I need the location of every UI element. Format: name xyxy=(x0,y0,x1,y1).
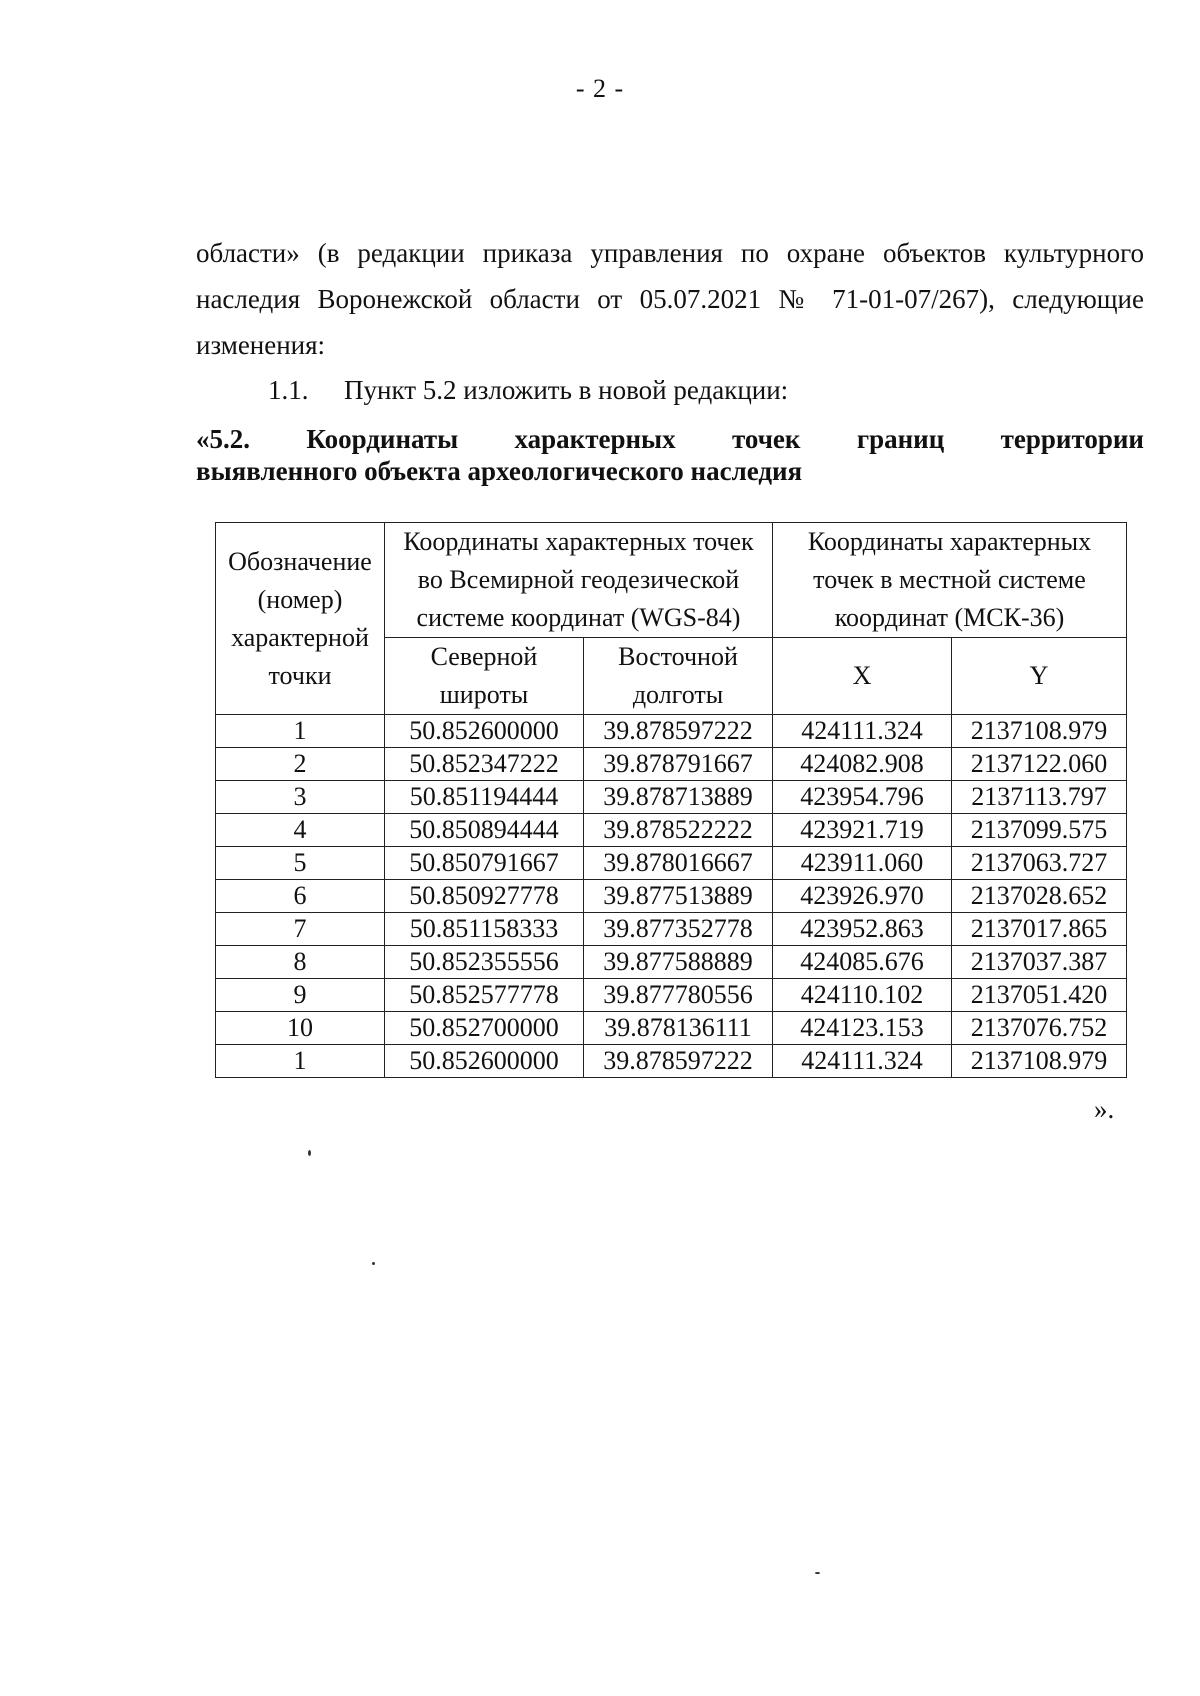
header-wgs84: Координаты характерных точек во Всемирной геодезической системе координат (WGS-84) xyxy=(385,523,773,638)
paragraph-line: изменения: xyxy=(196,330,326,360)
latitude-cell: 50.850791667 xyxy=(385,847,584,880)
y-cell: 2137122.060 xyxy=(952,748,1127,781)
list-item xyxy=(268,375,788,406)
latitude-cell: 50.852355556 xyxy=(385,946,584,979)
table-row xyxy=(216,715,1127,748)
point-id-cell: 2 xyxy=(216,748,385,781)
section-title-line-2: выявленного объекта археологического наследия xyxy=(196,456,803,486)
y-cell: 2137051.420 xyxy=(952,979,1127,1012)
scan-speck xyxy=(815,1572,820,1574)
y-cell: 2137108.979 xyxy=(952,1045,1127,1078)
latitude-cell: 50.852577778 xyxy=(385,979,584,1012)
point-id-cell: 9 xyxy=(216,979,385,1012)
longitude-cell: 39.878791667 xyxy=(584,748,773,781)
y-cell: 2137099.575 xyxy=(952,814,1127,847)
y-cell: 2137113.797 xyxy=(952,781,1127,814)
point-id-cell: 4 xyxy=(216,814,385,847)
table-row xyxy=(216,913,1127,946)
header-msk36: Координаты характерных точек в местной системе координат (МСК-36) xyxy=(773,523,1127,638)
table-row xyxy=(216,814,1127,847)
table-row xyxy=(216,1012,1127,1045)
longitude-cell: 39.878713889 xyxy=(584,781,773,814)
closing-quote: ». xyxy=(1094,1094,1115,1124)
x-cell: 423954.796 xyxy=(773,781,952,814)
point-id-cell: 8 xyxy=(216,946,385,979)
y-cell: 2137037.387 xyxy=(952,946,1127,979)
table-row xyxy=(216,847,1127,880)
x-cell: 423921.719 xyxy=(773,814,952,847)
latitude-cell: 50.850894444 xyxy=(385,814,584,847)
latitude-cell: 50.851158333 xyxy=(385,913,584,946)
section-title xyxy=(196,423,1144,487)
longitude-cell: 39.877352778 xyxy=(584,913,773,946)
table-row xyxy=(216,946,1127,979)
section-title-line-1: «5.2. Координаты характерных точек границ территории xyxy=(196,424,1144,454)
longitude-cell: 39.877588889 xyxy=(584,946,773,979)
y-cell: 2137028.652 xyxy=(952,880,1127,913)
longitude-cell: 39.878522222 xyxy=(584,814,773,847)
x-cell: 424123.153 xyxy=(773,1012,952,1045)
point-id-cell: 7 xyxy=(216,913,385,946)
longitude-cell: 39.878597222 xyxy=(584,715,773,748)
scan-speck xyxy=(308,1150,311,1156)
x-cell: 424111.324 xyxy=(773,1045,952,1078)
point-id-cell: 10 xyxy=(216,1012,385,1045)
longitude-cell: 39.878597222 xyxy=(584,1045,773,1078)
latitude-cell: 50.852347222 xyxy=(385,748,584,781)
paragraph-line: области» (в редакции приказа управления по охране объектов культурного xyxy=(196,238,1144,268)
point-id-cell: 1 xyxy=(216,1045,385,1078)
latitude-cell: 50.852600000 xyxy=(385,1045,584,1078)
latitude-cell: 50.852700000 xyxy=(385,1012,584,1045)
point-id-cell: 3 xyxy=(216,781,385,814)
table-row xyxy=(216,979,1127,1012)
y-cell: 2137076.752 xyxy=(952,1012,1127,1045)
x-cell: 423952.863 xyxy=(773,913,952,946)
paragraph-line: наследия Воронежской области от 05.07.2021 № 71-01-07/267), следующие xyxy=(196,284,1144,314)
x-cell: 424110.102 xyxy=(773,979,952,1012)
header-x: X xyxy=(773,638,952,715)
header-point-id: Обозначение (номер) характерной точки xyxy=(216,523,385,715)
x-cell: 423926.970 xyxy=(773,880,952,913)
x-cell: 424082.908 xyxy=(773,748,952,781)
longitude-cell: 39.878136111 xyxy=(584,1012,773,1045)
point-id-cell: 1 xyxy=(216,715,385,748)
y-cell: 2137108.979 xyxy=(952,715,1127,748)
header-latitude: Северной широты xyxy=(385,638,584,715)
table-body xyxy=(216,715,1127,1078)
header-longitude: Восточной долготы xyxy=(584,638,773,715)
longitude-cell: 39.877780556 xyxy=(584,979,773,1012)
y-cell: 2137017.865 xyxy=(952,913,1127,946)
point-id-cell: 5 xyxy=(216,847,385,880)
x-cell: 424111.324 xyxy=(773,715,952,748)
y-cell: 2137063.727 xyxy=(952,847,1127,880)
table-row xyxy=(216,781,1127,814)
latitude-cell: 50.850927778 xyxy=(385,880,584,913)
item-text: Пункт 5.2 изложить в новой редакции: xyxy=(344,375,789,405)
table-row xyxy=(216,1045,1127,1078)
latitude-cell: 50.852600000 xyxy=(385,715,584,748)
point-id-cell: 6 xyxy=(216,880,385,913)
x-cell: 423911.060 xyxy=(773,847,952,880)
x-cell: 424085.676 xyxy=(773,946,952,979)
table-row xyxy=(216,748,1127,781)
longitude-cell: 39.878016667 xyxy=(584,847,773,880)
scan-speck xyxy=(372,1262,375,1265)
coordinates-table xyxy=(215,522,1127,1078)
latitude-cell: 50.851194444 xyxy=(385,781,584,814)
table-row xyxy=(216,880,1127,913)
item-number: 1.1. xyxy=(268,375,309,405)
longitude-cell: 39.877513889 xyxy=(584,880,773,913)
intro-paragraph xyxy=(196,230,1144,368)
header-y: Y xyxy=(952,638,1127,715)
page-number: - 2 - xyxy=(575,74,625,103)
